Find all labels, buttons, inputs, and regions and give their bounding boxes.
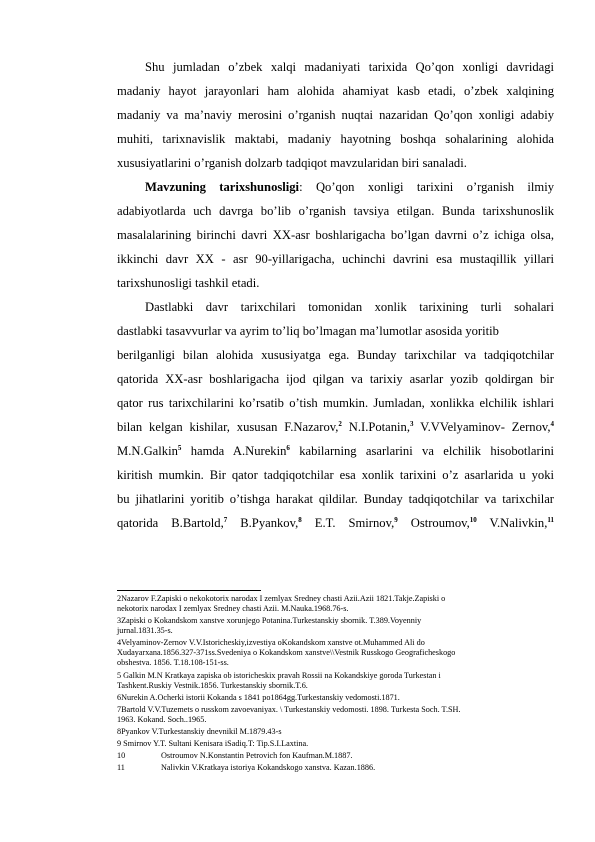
body-line: bilan kelgan kishilar, xususan F.Nazarov,$^2$ N.I.Potanin,$^3$ V.VVelyaminov- Zernov,$^4$: [117, 420, 554, 434]
body-line: xususiyatlarini o’rganish dolzarb tadqiqot mavzularidan biri sanaladi.: [117, 156, 467, 170]
body-line: berilganligi bilan alohida xususiyatga ega. Bunday tarixchilar va tadqiqotchilar: [117, 348, 554, 362]
footnote: 9 Smirnov Y.T. Sultani Kenisara iSadiq.T: Tip.S.I.Laxtina.: [117, 739, 309, 748]
body-line: dastlabki tasavvurlar va ayrim to’liq bo’lmagan ma’lumotlar asosida yoritib: [117, 324, 499, 338]
body-line: adabiyotlarda uch davrga bo’lib o’rganish tavsiya etilgan. Bunda tarixshunoslik: [117, 204, 554, 218]
footnote: 10 Ostroumov N.Konstantin Petrovich fon Kaufman.M.1887.: [117, 751, 353, 760]
body-line: qatorida XX-asr boshlarigacha ijod qilgan va tarixiy asarlar yozib qoldirgan bir: [117, 372, 554, 386]
footnote-ref: 9: [394, 516, 398, 524]
body-line: Shu jumladan o’zbek xalqi madaniyati tarixida Qo’qon xonligi davridagi: [145, 60, 554, 74]
body-line: Mavzuning tarixshunosligi: Qo’qon xonligi tarixini o’rganish ilmiy: [145, 180, 555, 194]
body-line: muhiti, tarixnavislik maktabi, madaniy hayotning boshqa sohalarining alohida: [117, 132, 554, 146]
footnote: Xudayarxana.1856.327-371ss.Svedeniya o Kokandskom xanstve\\Vestnik Russkogo Geograficheskogo: [117, 648, 456, 657]
footnote-ref: 8: [298, 516, 302, 524]
body-line: madaniy hayot jarayonlari ham alohida ahamiyat kasb etadi, o’zbek xalqining: [117, 84, 554, 98]
body-line: qatorida B.Bartold,$^7$ B.Pyankov,$^8$ E.T. Smirnov,$^9$ Ostroumov,$^{10}$ V.Nalivkin,$^{11}$: [117, 516, 554, 530]
body-line: Dastlabki davr tarixchilari tomonidan xonlik tarixining turli sohalari: [145, 300, 554, 314]
body-line: ikkinchi davr XX - asr 90-yillarigacha, uchinchi davrini esa mustaqillik yillari: [117, 252, 554, 266]
footnote: Tashkent.Ruskiy Vestnik.1856. Turkestanskiy sbornik.T.6.: [117, 681, 308, 690]
body-line: madaniy va ma’naviy merosini o’rganish nuqtai nazaridan Qo’qon xonligi adabiy: [117, 108, 554, 122]
body-line: M.N.Galkin$^5$ hamda A.Nurekin$^6$ kabilarning asarlarini va elchilik hisobotlarini: [117, 444, 554, 458]
footnote-ref: 3: [410, 420, 414, 428]
footnote: nekotorix narodax I zemlyax Sredney chasti Azii. M.Nauka.1968.76-s.: [117, 604, 349, 613]
body-line: tarixshunosligi tashkil etadi.: [117, 276, 260, 290]
footnote: 1963. Kokand. Soch..1965.: [117, 715, 207, 724]
body-line: bu jihatlarini yoritib o’tishga harakat qildilar. Bunday tadqiqotchilar va tarixchilar: [117, 492, 554, 506]
body-line: qator rus tarixchilarini ko’rsatib o’tish mumkin. Jumladan, xonlikka elchilik ishlari: [117, 396, 554, 410]
section-heading: Mavzuning tarixshunosligi: [145, 180, 300, 194]
footnote: 3Zapiski o Kokandskom xanstve xorunjego Potanina.Turkestanskiy sbornik. T.389.Voyenniy: [117, 616, 422, 625]
footnote: 8Pyankov V.Turkestanskiy dnevnikil M.1879.43-s: [117, 727, 282, 736]
footnote-ref: 11: [547, 516, 554, 524]
footnote-separator: [117, 590, 261, 591]
footnote-ref: 2: [338, 420, 342, 428]
footnote-ref: 5: [177, 444, 182, 452]
footnote-ref: 4: [550, 420, 554, 428]
footnote-ref: 10: [469, 516, 477, 524]
footnote: 7Bartold V.V.Tuzemets o russkom zavoevaniyax. \ Turkestanskiy vedomosti. 1898. Turkesta Soch. T.SH.: [117, 705, 461, 714]
footnote: 6Nurekin A.Ocherki istorii Kokanda s 1841 po1864gg.Turkestanskiy vedomosti.1871.: [117, 693, 400, 702]
footnote: 5 Galkin M.N Kratkaya zapiska ob istoricheskix pravah Rossii na Kokandskiye goroda Turkestan i: [117, 671, 441, 680]
footnote: jurnal.1831.35-s.: [117, 626, 173, 635]
footnote-ref: 7: [223, 516, 228, 524]
footnote: 11 Nalivkin V.Kratkaya istoriya Kokandskogo xanstva. Kazan.1886.: [117, 763, 376, 772]
footnote: 2Nazarov F.Zapiski o nekokotorix narodax I zemlyax Sredney chasti Azii.Azii 1821.Takje.Zapiski o: [117, 594, 446, 603]
footnote: 4Velyaminov-Zernov V.V.Istoricheskiy,izvestiya oKokandskom xanstve ot.Muhammed Ali do: [117, 638, 425, 647]
footnote: obshestva. 1856. T.18.108-151-ss.: [117, 658, 229, 667]
body-line: kiritish mumkin. Bir qator tadqiqotchilar esa xonlik tarixini o’z asarlarida u yoki: [117, 468, 554, 482]
body-line: masalalarining birinchi davri XX-asr boshlarigacha bo’lgan davrni o’z ichiga olsa,: [117, 228, 554, 242]
footnote-ref: 6: [286, 444, 290, 452]
